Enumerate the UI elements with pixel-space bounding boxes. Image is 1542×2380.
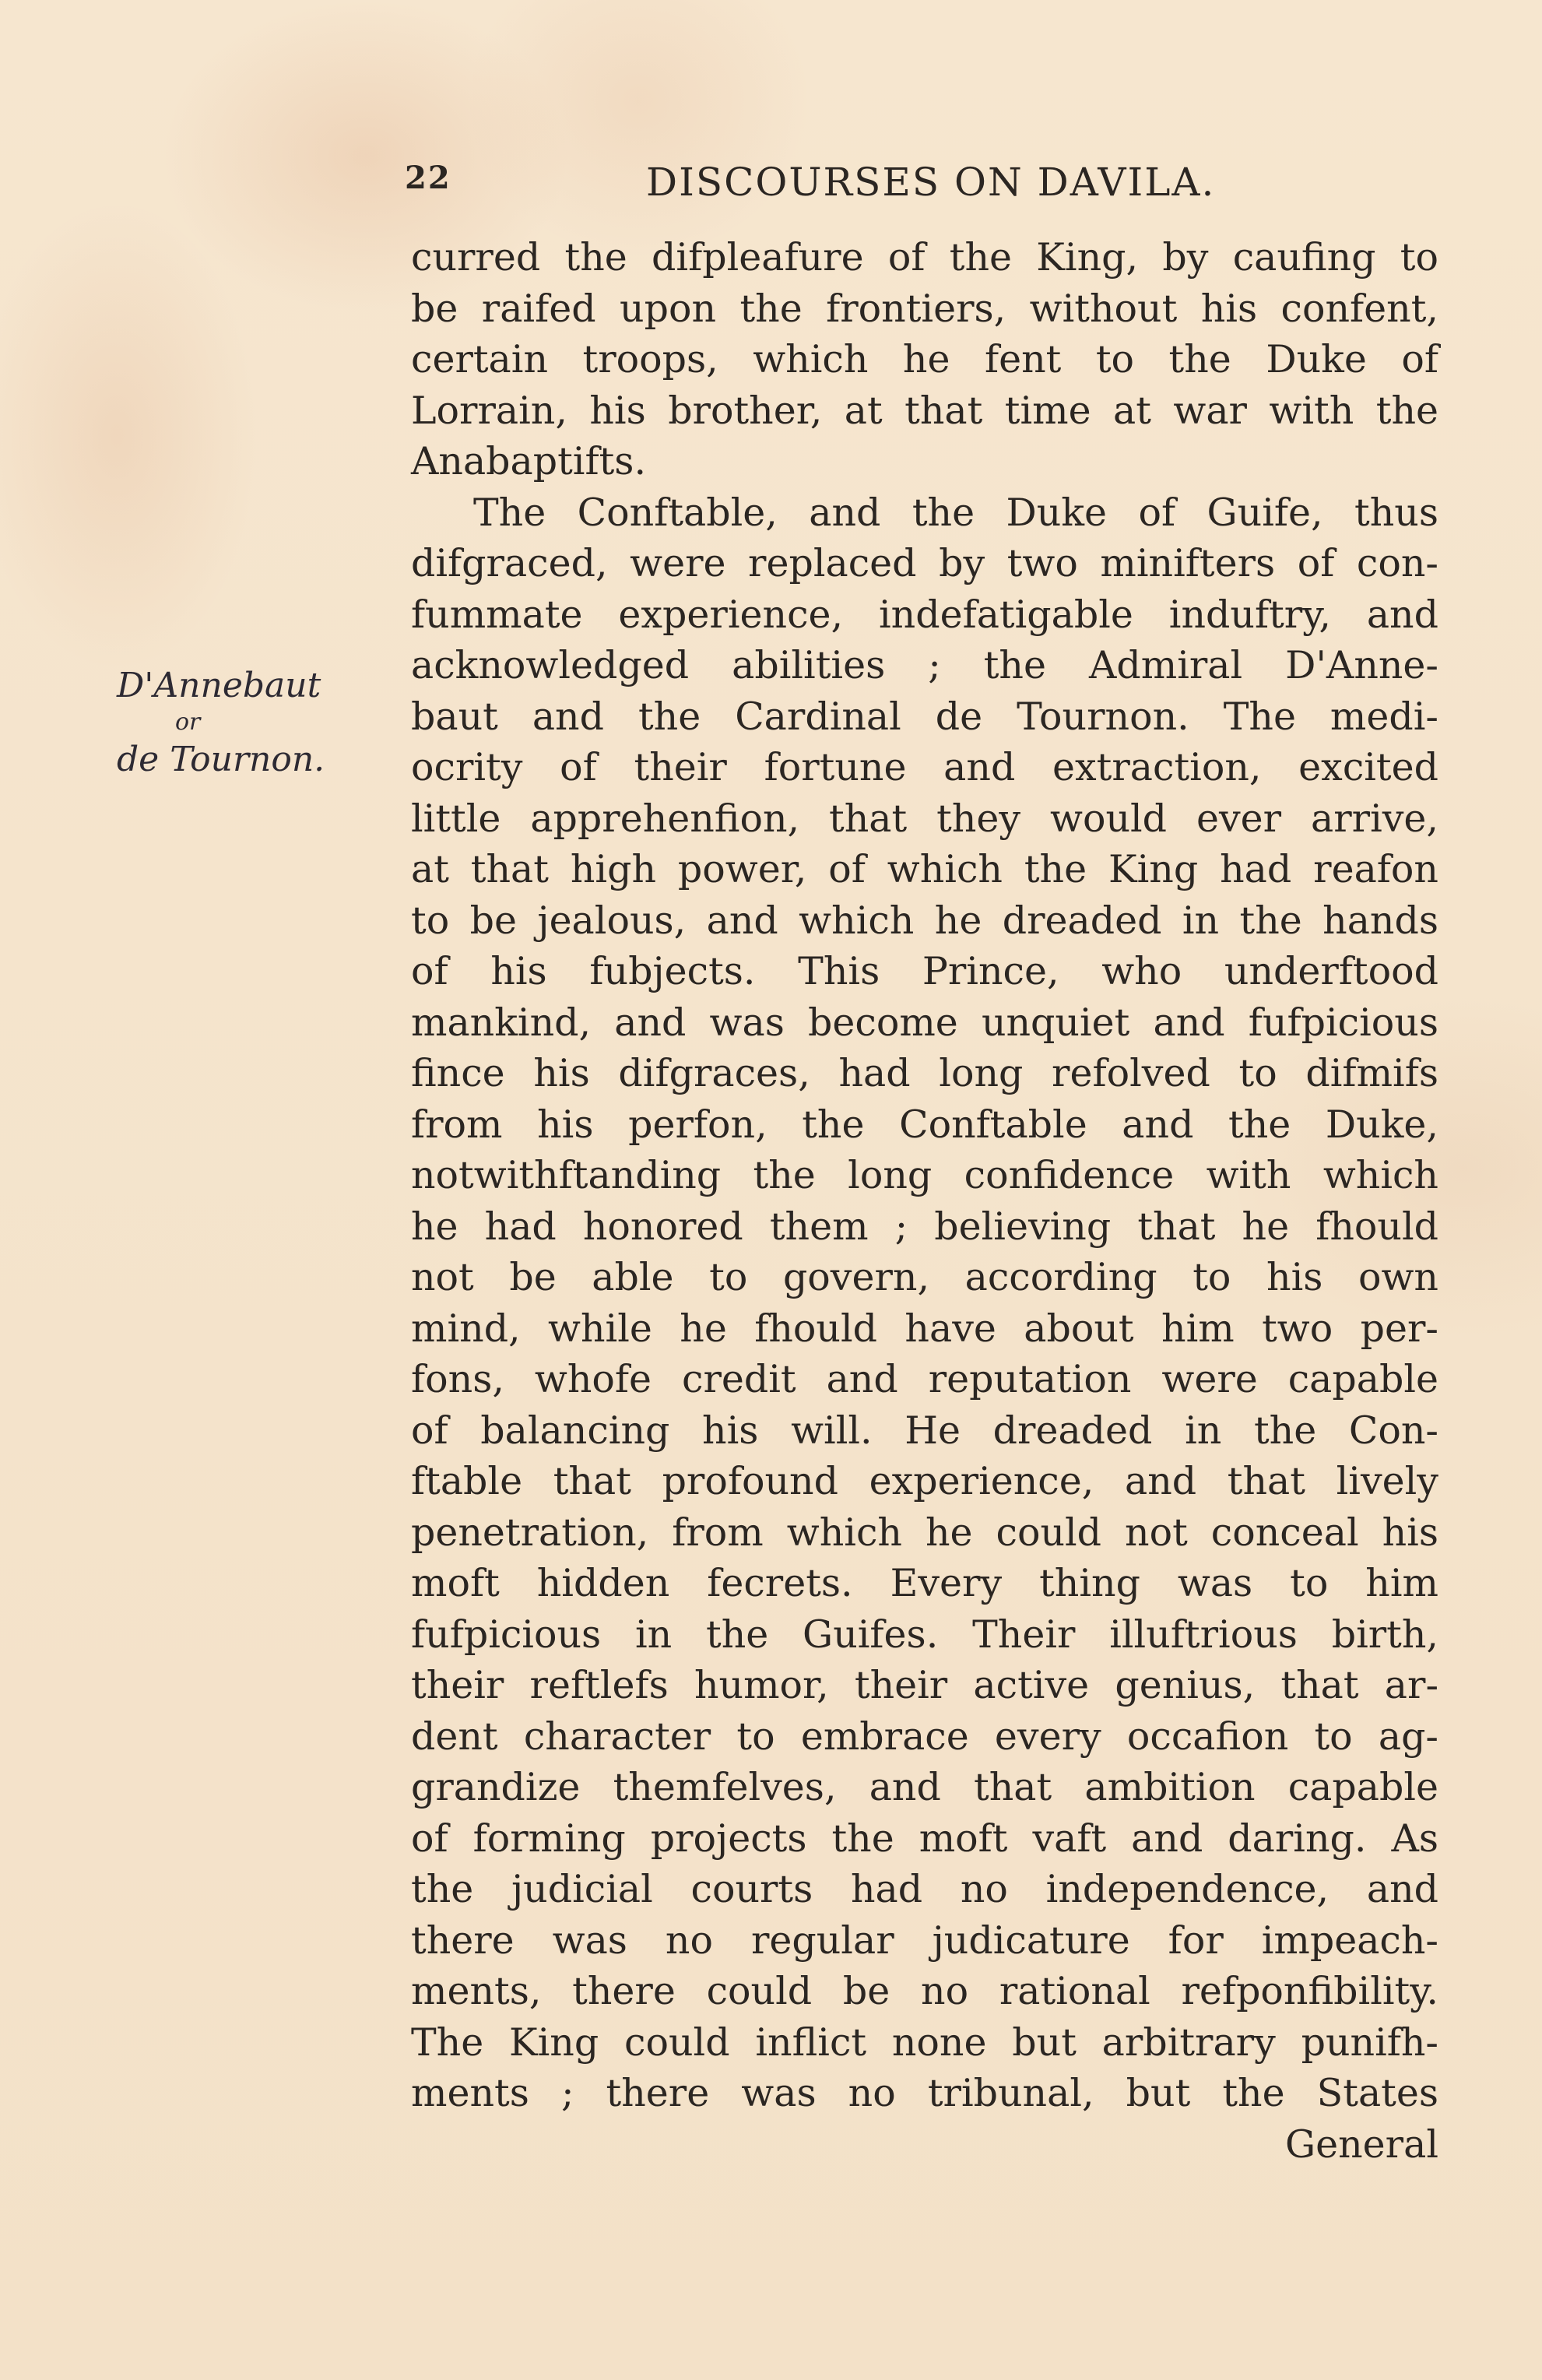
- text-line: difgraced, were replaced by two minifters of con-: [411, 541, 1438, 585]
- text-line: fons, whofe credit and reputation were capable: [411, 1357, 1438, 1401]
- text-line: ments, there could be no rational refponfibility.: [411, 1969, 1438, 2013]
- catchword: General: [1284, 2122, 1438, 2167]
- text-line: fufpicious in the Guifes. Their illuftrious birth,: [411, 1612, 1438, 1657]
- text-line: from his perfon, the Conftable and the Duke,: [411, 1102, 1438, 1147]
- page-number: 22: [405, 160, 451, 196]
- text-line: fummate experience, indefatigable induftry, and: [411, 592, 1438, 637]
- text-line: The King could inflict none but arbitrary punifh-: [411, 2020, 1438, 2065]
- text-line: ftable that profound experience, and that lively: [411, 1459, 1438, 1503]
- text-line: notwithftanding the long confidence with which: [411, 1153, 1438, 1197]
- text-line: little apprehenfion, that they would ever arrive,: [411, 796, 1438, 841]
- text-line: ments ; there was no tribunal, but the States: [411, 2071, 1438, 2115]
- text-line: at that high power, of which the King had reafon: [411, 847, 1438, 891]
- text-line: Anabaptifts.: [411, 439, 647, 483]
- text-line: to be jealous, and which he dreaded in the hands: [411, 898, 1438, 943]
- text-line: fince his difgraces, had long refolved to difmifs: [411, 1051, 1438, 1095]
- text-line: moft hidden fecrets. Every thing was to him: [411, 1561, 1438, 1605]
- text-line: of forming projects the moft vaft and daring. As: [411, 1816, 1438, 1861]
- running-title: DISCOURSES ON DAVILA.: [646, 160, 1216, 205]
- margin-note-connector: or: [175, 708, 201, 736]
- text-line: the judicial courts had no independence, and: [411, 1867, 1438, 1911]
- running-head: [405, 160, 1448, 206]
- text-line: there was no regular judicature for impeach-: [411, 1918, 1438, 1963]
- margin-note-annebaut: D'Annebaut: [117, 666, 321, 705]
- margin-note-tournon: de Tournon.: [117, 740, 325, 779]
- text-line: of balancing his will. He dreaded in the Con-: [411, 1408, 1438, 1453]
- text-line: The Conftable, and the Duke of Guife, thus: [473, 490, 1438, 535]
- text-line: baut and the Cardinal de Tournon. The medi-: [411, 694, 1438, 739]
- text-line: curred the difpleafure of the King, by caufing to: [411, 235, 1438, 279]
- text-line: he had honored them ; believing that he fhould: [411, 1204, 1438, 1249]
- body-text: [411, 232, 1438, 2170]
- text-line: of his fubjects. This Prince, who underftood: [411, 949, 1438, 993]
- text-line: not be able to govern, according to his own: [411, 1255, 1438, 1299]
- text-line: mankind, and was become unquiet and fufpicious: [411, 1000, 1438, 1045]
- text-line: ocrity of their fortune and extraction, excited: [411, 745, 1438, 789]
- text-line: grandize themfelves, and that ambition capable: [411, 1765, 1438, 1809]
- text-line: penetration, from which he could not conceal his: [411, 1510, 1438, 1555]
- text-line: be raifed upon the frontiers, without his confent,: [411, 286, 1438, 331]
- text-line: mind, while he fhould have about him two per-: [411, 1306, 1438, 1351]
- text-line: acknowledged abilities ; the Admiral D'Anne-: [411, 643, 1438, 687]
- text-line: Lorrain, his brother, at that time at war with the: [411, 388, 1438, 433]
- text-line: certain troops, which he fent to the Duke of: [411, 337, 1438, 381]
- text-line: their reftlefs humor, their active genius, that ar-: [411, 1663, 1438, 1707]
- text-line: dent character to embrace every occafion to ag-: [411, 1714, 1438, 1759]
